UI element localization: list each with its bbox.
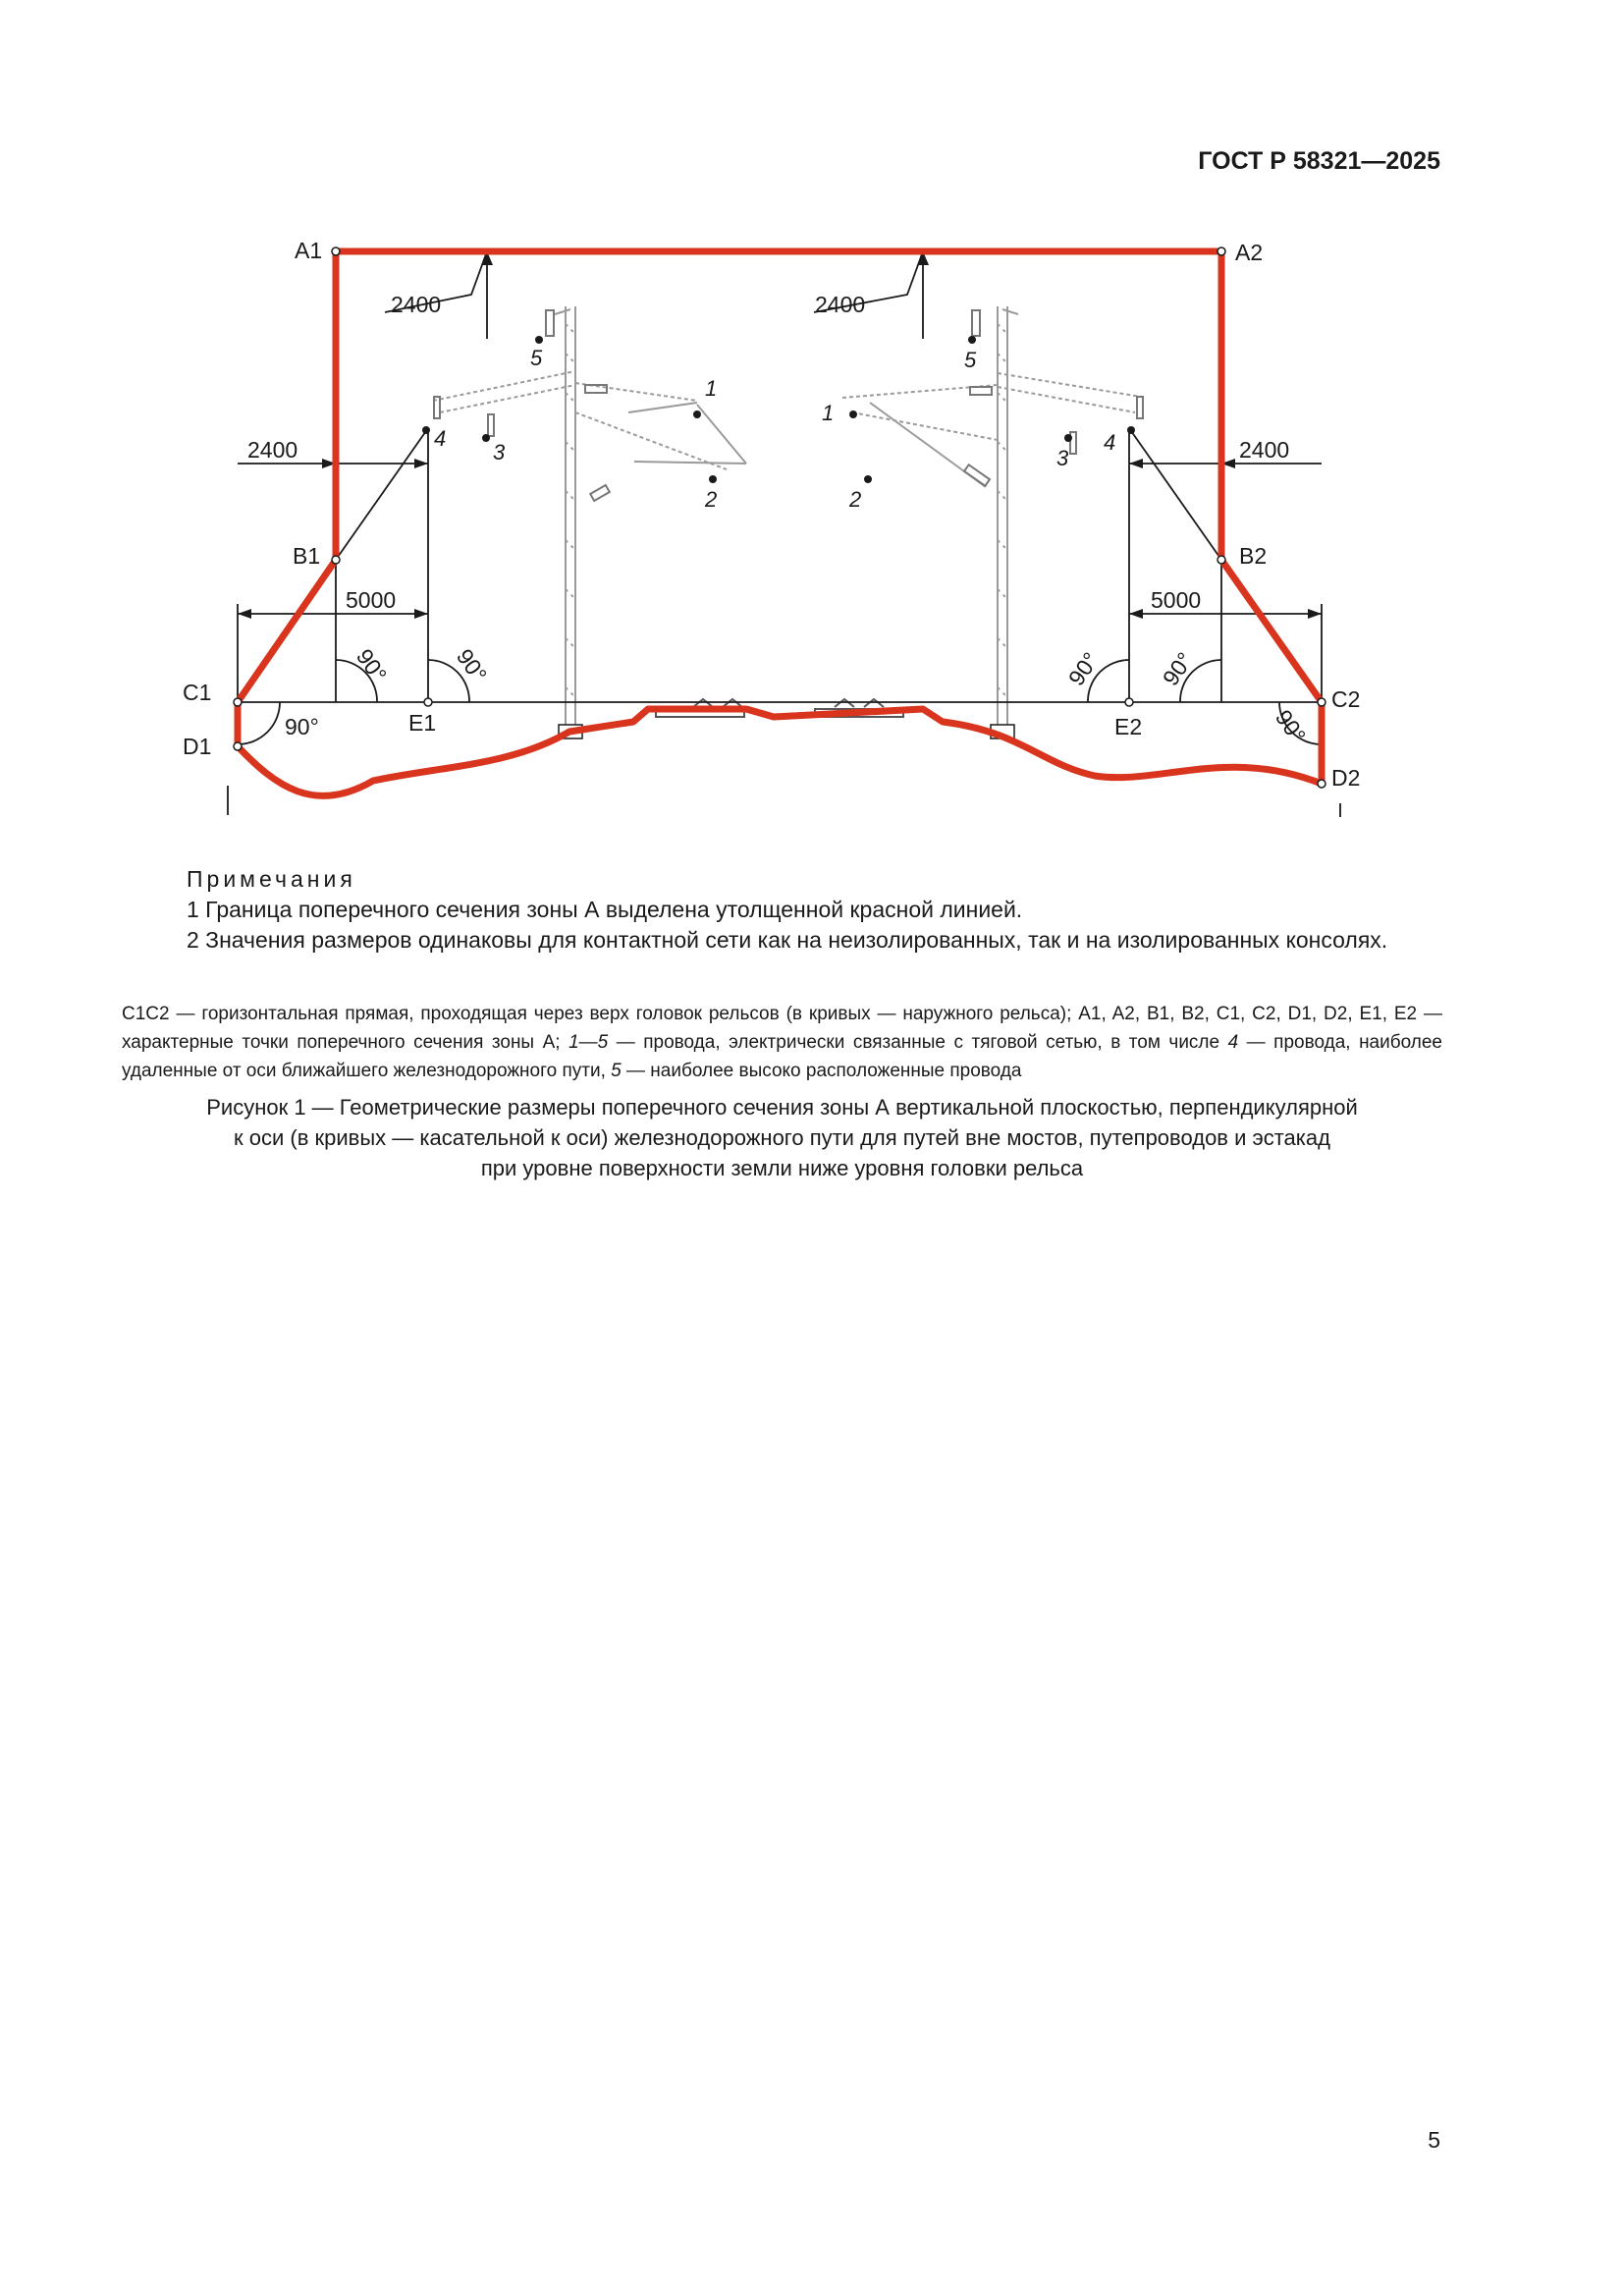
dim-base-left: 5000 — [346, 587, 397, 613]
angle-c2: 90° — [1270, 704, 1312, 748]
wire-points — [422, 336, 1135, 483]
label-d1: D1 — [183, 734, 212, 759]
caption-line-2: к оси (в кривых — касательной к оси) железнодорожного пути для путей вне мостов, путепроводов и эстакад — [234, 1125, 1330, 1150]
label-b1: B1 — [293, 543, 321, 569]
label-c2: C2 — [1331, 686, 1361, 712]
wire-1-right: 1 — [822, 401, 835, 425]
document-number: ГОСТ Р 58321—2025 — [1198, 147, 1440, 175]
legend-num-5: 5 — [611, 1061, 622, 1081]
angle-e2-right: 90° — [1157, 647, 1199, 690]
wire-4-left: 4 — [434, 426, 447, 451]
label-e1: E1 — [408, 710, 437, 736]
wire-4-right: 4 — [1104, 430, 1116, 455]
caption-line-3: при уровне поверхности земли ниже уровня головки рельса — [480, 1156, 1084, 1180]
wire-3-left: 3 — [493, 440, 506, 465]
catenary-equipment — [433, 306, 1143, 738]
wire-5-left: 5 — [530, 346, 543, 370]
wire-1-left: 1 — [705, 376, 718, 401]
dim-side-left: 2400 — [247, 437, 298, 463]
wire-3-right: 3 — [1056, 446, 1069, 470]
note-1: 1 Граница поперечного сечения зоны А выделена утолщенной красной линией. — [187, 897, 1023, 922]
wire-2-right: 2 — [849, 487, 862, 512]
label-c1: C1 — [183, 680, 212, 705]
angle-e1-right: 90° — [451, 643, 493, 687]
legend-part-2: — провода, электрически связанные с тяговой сетью, в том числе — [608, 1032, 1228, 1053]
angle-e2-left: 90° — [1062, 647, 1105, 690]
construction-lines — [228, 251, 1340, 817]
legend-part-1: C1C2 — горизонтальная прямая, проходящая через верх головок рельсов (в кривых — наружного рельса); A1, A2, B1, B2, C1, C2, D1, D2, E1, E2 — характерные точки поперечного сечения зоны А; — [122, 1004, 1442, 1053]
wire-2-left: 2 — [705, 487, 718, 512]
figure-legend — [122, 1000, 1442, 1085]
legend-part-4: — наиболее высоко расположенные провода — [621, 1061, 1022, 1081]
cross-section-figure — [0, 0, 1623, 864]
dim-top-left: 2400 — [391, 292, 442, 317]
label-d2: D2 — [1331, 765, 1361, 791]
legend-part-3: — провода, наиболее удаленные от оси ближайшего железнодорожного пути, — [122, 1032, 1442, 1081]
caption-line-1: Рисунок 1 — Геометрические размеры поперечного сечения зоны А вертикальной плоскостью, перпендикулярной — [206, 1095, 1358, 1120]
label-a2: A2 — [1235, 240, 1264, 265]
label-b2: B2 — [1239, 543, 1268, 569]
angle-d1: 90° — [285, 714, 319, 739]
dim-base-right: 5000 — [1151, 587, 1202, 613]
note-2: 2 Значения размеров одинаковы для контактной сети как на неизолированных, так и на изолированных консолях. — [187, 927, 1388, 953]
legend-num-4: 4 — [1227, 1032, 1239, 1053]
dim-top-right: 2400 — [815, 292, 866, 317]
page-number: 5 — [1428, 2127, 1440, 2153]
zone-a-boundary — [238, 251, 1322, 795]
dim-side-right: 2400 — [1239, 437, 1290, 463]
figure-caption — [122, 1092, 1442, 1183]
notes-heading: Примечания — [187, 866, 356, 892]
angle-e1-left: 90° — [351, 643, 393, 687]
legend-range: 1—5 — [568, 1032, 609, 1053]
label-a1: A1 — [295, 238, 323, 263]
wire-5-right: 5 — [964, 348, 977, 372]
notes — [122, 864, 1442, 956]
characteristic-points — [234, 247, 1325, 788]
label-e2: E2 — [1114, 714, 1143, 739]
